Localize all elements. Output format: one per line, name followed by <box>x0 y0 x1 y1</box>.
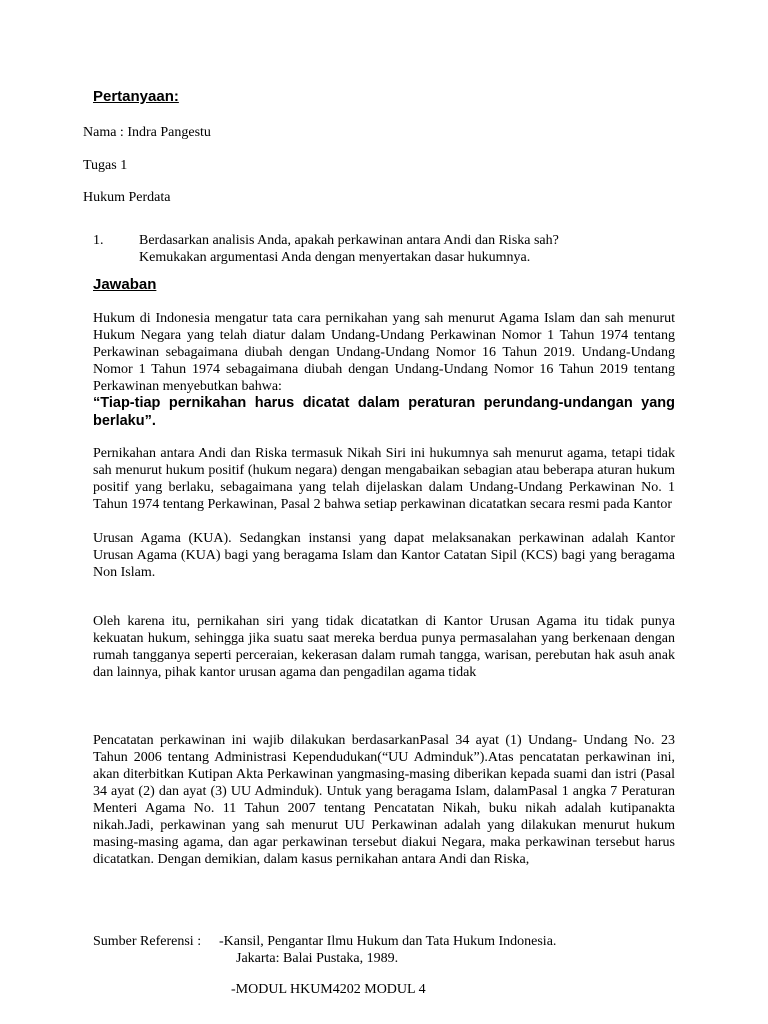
reference-label: Sumber Referensi : <box>93 934 202 949</box>
reference-1-line-2: Jakarta: Balai Pustaka, 1989. <box>236 951 399 966</box>
task-label: Tugas 1 <box>83 158 128 173</box>
page-title: Pertanyaan: <box>93 88 179 105</box>
question-number: 1. <box>93 233 104 248</box>
law-quote: “Tiap-tiap pernikahan harus dicatat dalam peraturan perundang-undangan yang berlaku”. <box>93 395 675 429</box>
reference-1-line-1: -Kansil, Pengantar Ilmu Hukum dan Tata Hukum Indonesia. <box>219 934 557 949</box>
answer-paragraph-3: Oleh karena itu, pernikahan siri yang tidak dicatatkan di Kantor Urusan Agama itu tidak punya kekuatan hukum, sehingga jika suatu saat mereka berdua punya permasalahan yang berkenaan dengan rumah tangganya seperti perceraian, kekerasan dalam rumah tangga, warisan, perebutan hak asuh anak dan lainnya, pihak kantor urusan agama dan pengadilan agama tidak <box>93 614 675 680</box>
question-line-1: Berdasarkan analisis Anda, apakah perkawinan antara Andi dan Riska sah? <box>139 233 559 248</box>
reference-2: -MODUL HKUM4202 MODUL 4 <box>231 982 426 997</box>
answer-paragraph-1: Hukum di Indonesia mengatur tata cara pernikahan yang sah menurut Agama Islam dan sah menurut Hukum Negara yang telah diatur dalam Undang-Undang Perkawinan Nomor 1 Tahun 1974 tentang Perkawinan sebagaimana diubah dengan Undang-Undang Nomor 16 Tahun 2019. Undang-Undang Nomor 1 Tahun 1974 sebagaimana diubah dengan Undang-Undang Nomor 16 Tahun 2019 tentang Perkawinan menyebutkan bahwa: <box>93 311 675 394</box>
answer-paragraph-4: Pencatatan perkawinan ini wajib dilakukan berdasarkanPasal 34 ayat (1) Undang- Undang No. 23 Tahun 2006 tentang Administrasi Kependudukan(“UU Adminduk”).Atas pencatatan perkawinan ini, akan diterbitkan Kutipan Akta Perkawinan yangmasing-masing diberikan kepada suami dan istri (Pasal 34 ayat (2) dan ayat (3) UU Adminduk). Untuk yang beragama Islam, dalamPasal 1 angka 7 Peraturan Menteri Agama No. 11 Tahun 2007 tentang Pencatatan Nikah, buku nikah adalah kutipanakta nikah.Jadi, perkawinan yang sah menurut UU Perkawinan adalah yang dilakukan menurut hukum masing-masing agama, dan agar perkawinan tersebut diakui Negara, maka perkawinan tersebut harus dicatatkan. Dengan demikian, dalam kasus pernikahan antara Andi dan Riska, <box>93 733 675 867</box>
student-name: Nama : Indra Pangestu <box>83 125 211 140</box>
answer-heading: Jawaban <box>93 276 157 293</box>
question-line-2: Kemukakan argumentasi Anda dengan menyertakan dasar hukumnya. <box>139 250 531 265</box>
subject-label: Hukum Perdata <box>83 190 171 205</box>
answer-paragraph-2b: Urusan Agama (KUA). Sedangkan instansi yang dapat melaksanakan perkawinan adalah Kantor Urusan Agama (KUA) bagi yang beragama Islam dan Kantor Catatan Sipil (KCS) bagi yang beragama Non Islam. <box>93 531 675 580</box>
answer-paragraph-2a: Pernikahan antara Andi dan Riska termasuk Nikah Siri ini hukumnya sah menurut agama, tetapi tidak sah menurut hukum positif (hukum negara) dengan mengabaikan sebagian atau beberapa aturan hukum positif yang berlaku, sebagaimana yang telah dijelaskan dalam Undang-Undang Perkawinan No. 1 Tahun 1974 tentang Perkawinan, Pasal 2 bahwa setiap perkawinan dicatatkan secara resmi pada Kantor <box>93 446 675 512</box>
